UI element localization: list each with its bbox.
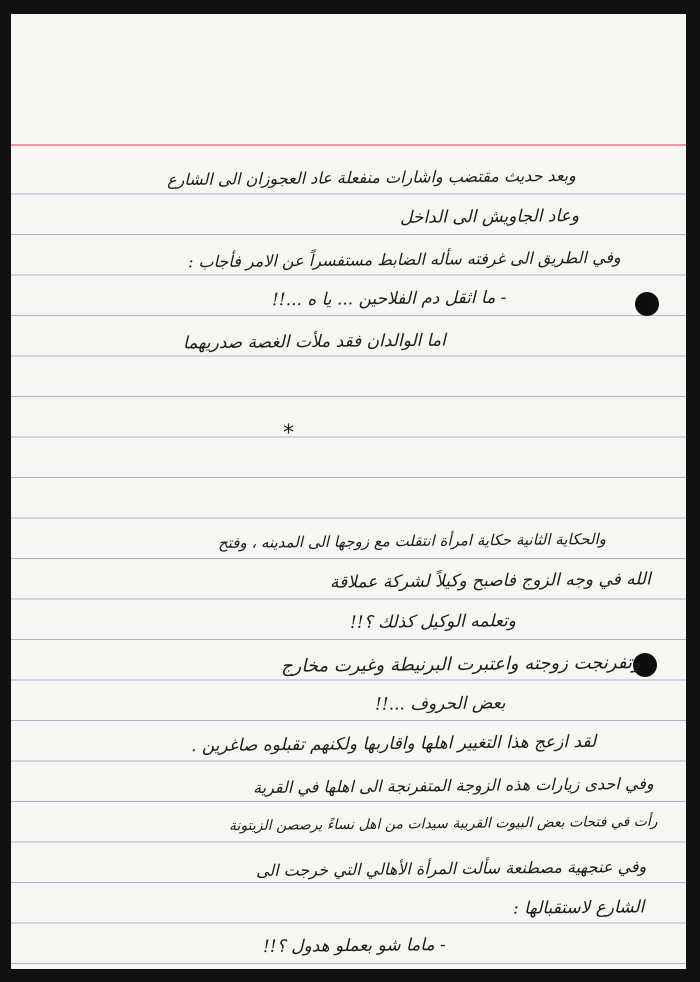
handwritten-line: وتعلمه الوكيل كذلك ؟!! xyxy=(349,611,517,633)
handwritten-line: رأت في فتحات بعض البيوت القريبة سيدات من اهل نساءً يرصصن الزيتونة xyxy=(229,813,659,835)
handwritten-line: والحكاية الثانية حكاية امرأة انتقلت مع زوجها الى المدينه ، وفتح xyxy=(217,529,607,553)
handwritten-line: وعاد الجاويش الى الداخل xyxy=(399,206,580,228)
handwritten-line: وفي الطريق الى غرفته سأله الضابط مستفسراً عن الامر فأجاب : xyxy=(188,247,622,272)
notebook-page xyxy=(11,14,686,969)
handwritten-line: الشارع لاستقبالها : xyxy=(512,897,645,919)
handwritten-line: اما الوالدان فقد ملأت الغصة صدريهما xyxy=(183,330,447,354)
handwritten-line: بعض الحروف ...!! xyxy=(375,693,507,715)
punch-hole-top xyxy=(635,292,659,316)
handwritten-line: وفي احدى زيارات هذه الزوجة المتفرنجة الى اهلها في القرية xyxy=(253,773,655,798)
margin-line xyxy=(11,144,686,146)
handwritten-line: - ما اثقل دم الفلاحين ... يا ه ...!! xyxy=(271,287,507,311)
handwritten-line: الله في وجه الزوج فاصبح وكيلاً لشركة عملاقة xyxy=(330,569,652,593)
handwritten-line: وفي عنجهية مصطنعة سألت المرأة الأهالي التي خرجت الى xyxy=(255,856,647,881)
section-separator: * xyxy=(283,421,294,446)
handwritten-line: وبعد حديث مقتضب واشارات منفعلة عاد العجوزان الى الشارع xyxy=(167,165,577,190)
handwritten-line: وتفرنجت زوجته واعتبرت البرنيطة وغيرت مخارج xyxy=(281,652,642,677)
handwritten-line: لقد ازعج هذا التغيير اهلها واقاربها ولكنهم تقبلوه صاغرين . xyxy=(190,731,597,757)
handwritten-line: - ماما شو بعملو هدول ؟!! xyxy=(263,935,447,957)
